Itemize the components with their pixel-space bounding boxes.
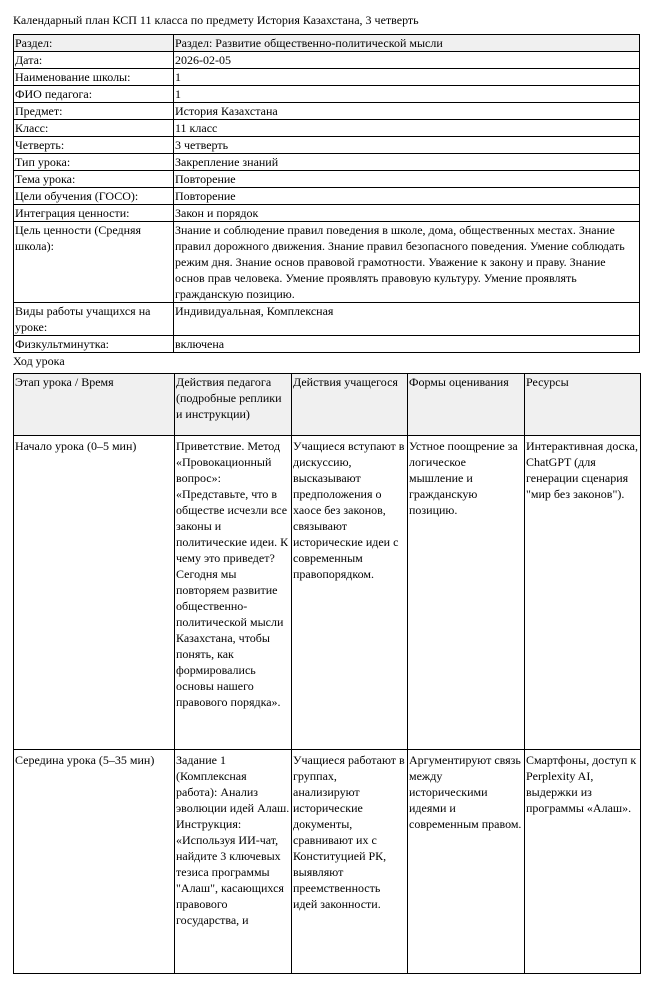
info-label: Наименование школы: xyxy=(14,69,174,86)
info-row-teacher xyxy=(14,86,640,103)
assessment-cell: Аргументируют связь между историческими идеями и современным правом. xyxy=(408,750,525,974)
info-row-value-integration xyxy=(14,205,640,222)
info-row-value-goal xyxy=(14,222,640,303)
info-value: 11 класс xyxy=(174,120,640,137)
info-row-break xyxy=(14,336,640,353)
column-header-assessment: Формы оценивания xyxy=(408,374,525,436)
table-row xyxy=(14,436,641,750)
info-label: Физкультминутка: xyxy=(14,336,174,353)
info-label: Цель ценности (Средняя школа): xyxy=(14,222,174,303)
info-value: 1 xyxy=(174,69,640,86)
info-label: Четверть: xyxy=(14,137,174,154)
info-row-work-types xyxy=(14,303,640,336)
teacher-actions-cell: Приветствие. Метод «Провокационный вопрос»: «Представьте, что в обществе исчезли все законы и политические идеи. К чему это приведет? Сегодня мы повторяем развитие общественно-политической мысли Казахстана, чтобы понять, как формировались основы нашего правового порядка». xyxy=(175,436,292,750)
info-value: включена xyxy=(174,336,640,353)
info-value: Раздел: Развитие общественно-политической мысли xyxy=(174,35,640,52)
info-row-date xyxy=(14,52,640,69)
info-value: 3 четверть xyxy=(174,137,640,154)
lesson-info-table xyxy=(13,34,640,353)
lesson-flow-heading: Ход урока xyxy=(13,354,65,368)
info-value: 2026-02-05 xyxy=(174,52,640,69)
info-label: Раздел: xyxy=(14,35,174,52)
info-row-school xyxy=(14,69,640,86)
info-value: Знание и соблюдение правил поведения в школе, дома, общественных местах. Знание правил дорожного движения. Знание правил безопасного поведения. Умение соблюдать режим дня. Знание основ правовой грамотности. Уважение к закону и праву. Знание основ прав человека. Умение проявлять правовую культуру. Умение проявлять гражданскую позицию. xyxy=(174,222,640,303)
document-title: Календарный план КСП 11 класса по предмету История Казахстана, 3 четверть xyxy=(13,13,419,27)
info-label: Дата: xyxy=(14,52,174,69)
info-label: Интеграция ценности: xyxy=(14,205,174,222)
info-row-quarter xyxy=(14,137,640,154)
info-row-section xyxy=(14,35,640,52)
lesson-flow-table xyxy=(13,373,641,974)
info-row-topic xyxy=(14,171,640,188)
info-value: 1 xyxy=(174,86,640,103)
info-value: Повторение xyxy=(174,171,640,188)
resources-cell: Интерактивная доска, ChatGPT (для генерации сценария "мир без законов"). xyxy=(525,436,641,750)
lesson-header-row xyxy=(14,374,641,436)
column-header-teacher-actions: Действия педагога (подробные реплики и инструкции) xyxy=(175,374,292,436)
column-header-resources: Ресурсы xyxy=(525,374,641,436)
student-actions-cell: Учащиеся вступают в дискуссию, высказывают предположения о хаосе без законов, связывают исторические идеи с современным правопорядком. xyxy=(292,436,408,750)
info-label: Цели обучения (ГОСО): xyxy=(14,188,174,205)
info-label: ФИО педагога: xyxy=(14,86,174,103)
student-actions-cell: Учащиеся работают в группах, анализируют исторические документы, сравнивают их с Конституцией РК, выявляют преемственность идей законности. xyxy=(292,750,408,974)
resources-cell: Смартфоны, доступ к Perplexity AI, выдержки из программы «Алаш». xyxy=(525,750,641,974)
assessment-cell: Устное поощрение за логическое мышление и гражданскую позицию. xyxy=(408,436,525,750)
info-value: Закрепление знаний xyxy=(174,154,640,171)
info-label: Предмет: xyxy=(14,103,174,120)
stage-cell: Середина урока (5–35 мин) xyxy=(14,750,175,974)
info-value: Повторение xyxy=(174,188,640,205)
info-row-lesson-type xyxy=(14,154,640,171)
teacher-actions-cell: Задание 1 (Комплексная работа): Анализ эволюции идей Алаш. Инструкция: «Используя ИИ-чат, найдите 3 ключевых тезиса программы "Алаш", касающихся правового государства, и xyxy=(175,750,292,974)
info-value: Закон и порядок xyxy=(174,205,640,222)
info-value: Индивидуальная, Комплексная xyxy=(174,303,640,336)
document-page xyxy=(13,12,640,974)
stage-cell: Начало урока (0–5 мин) xyxy=(14,436,175,750)
info-label: Виды работы учащихся на уроке: xyxy=(14,303,174,336)
info-row-subject xyxy=(14,103,640,120)
table-row xyxy=(14,750,641,974)
info-row-grade xyxy=(14,120,640,137)
info-value: История Казахстана xyxy=(174,103,640,120)
info-label: Тема урока: xyxy=(14,171,174,188)
column-header-stage: Этап урока / Время xyxy=(14,374,175,436)
info-row-objectives xyxy=(14,188,640,205)
column-header-student-actions: Действия учащегося xyxy=(292,374,408,436)
info-label: Тип урока: xyxy=(14,154,174,171)
info-label: Класс: xyxy=(14,120,174,137)
